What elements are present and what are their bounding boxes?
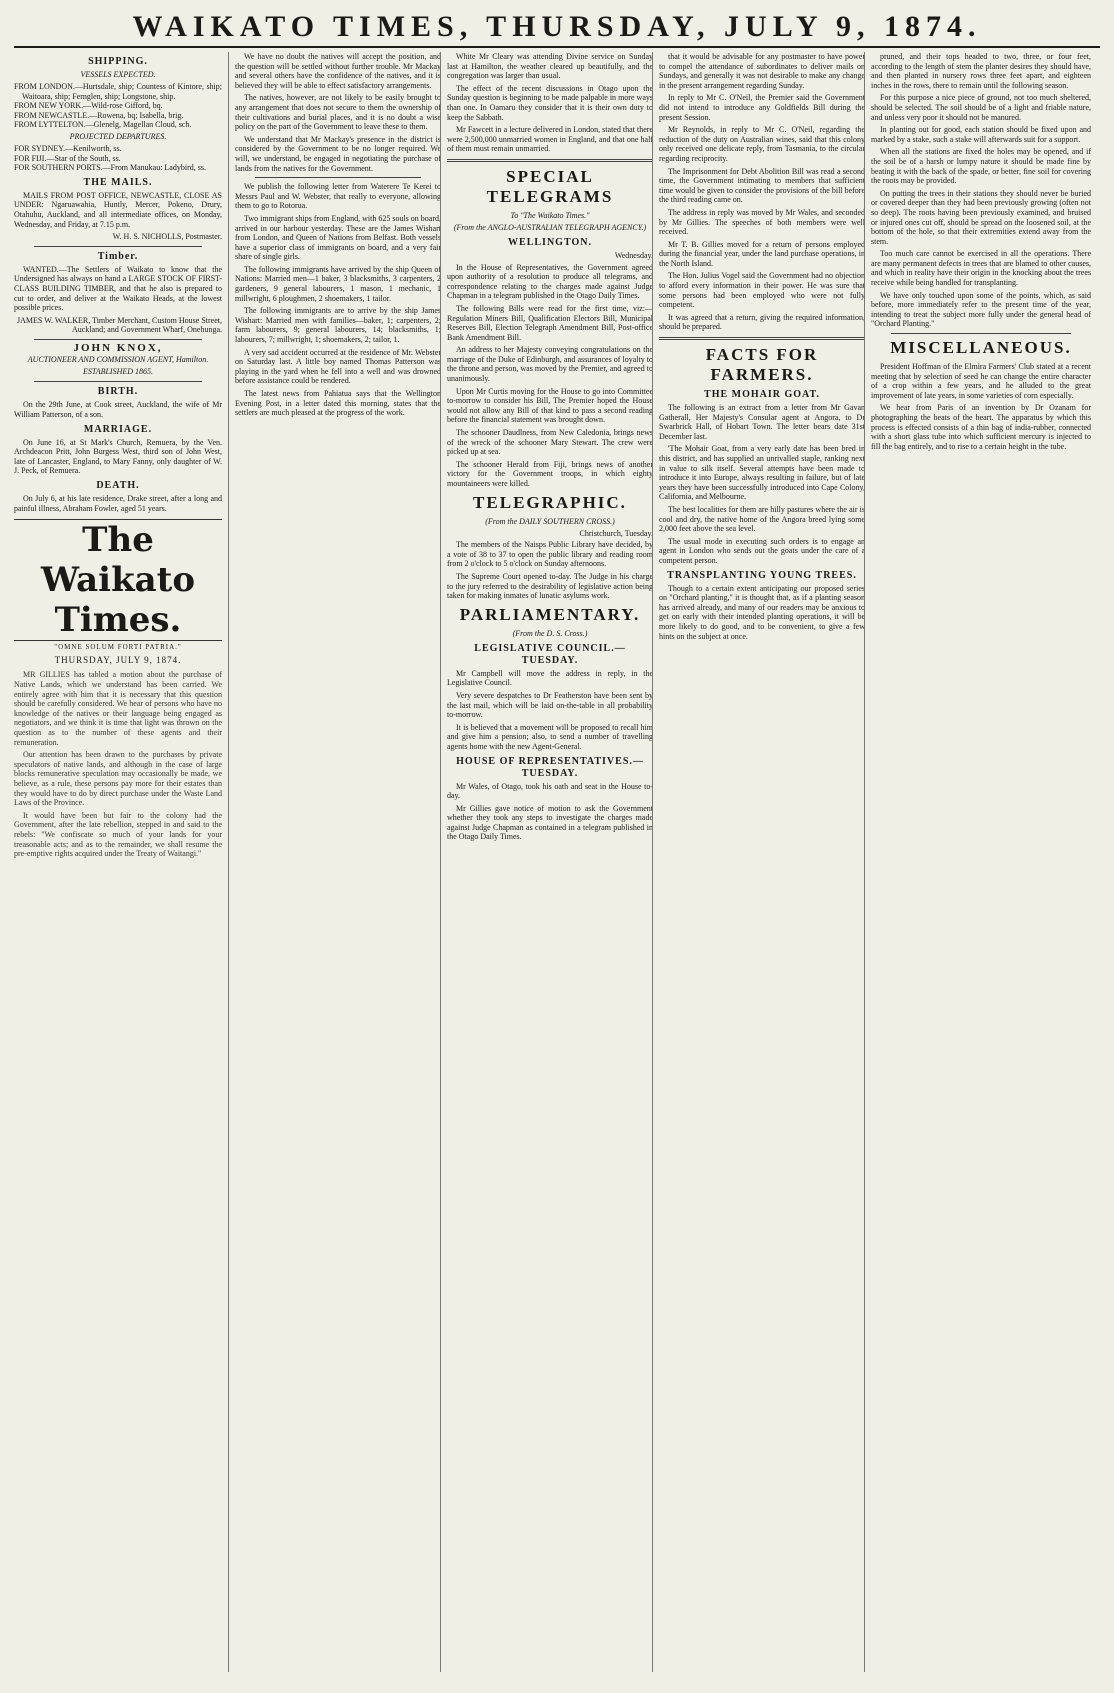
column-3: [440, 52, 659, 1672]
telegram-paragraph: In the House of Representatives, the Government agreed upon authority of a resolution to produce all telegrams, and correspondence relating to the charges made against Judge Chapman in a telegram published in the Otago Daily Times.: [447, 262, 653, 301]
column-1: [14, 52, 228, 1672]
telegram-paragraph: The schooner Daudlness, from New Caledonia, brings news of the wreck of the schooner Mary Stewart. The crew were picked up at sea.: [447, 428, 653, 457]
wellington-heading: WELLINGTON.: [508, 236, 592, 248]
misc-paragraph: We hear from Paris of an invention by Dr Ozanam for photographing the beats of the heart. The apparatus by which this process is effected consists of a thin bag of india-rubber, connected with a short glass tube into which sufficient mercury is injected to fill the bag entirely, and to rise to a certain height in the tube.: [871, 403, 1091, 451]
mohair-paragraph: The best localities for them are hilly pastures where the air is cool and dry, the native home of the Angora breed lying some 2,000 feet above the sea level.: [659, 504, 865, 534]
article-paragraph: The Hon. Julius Vogel said the Government had no objection to afford every information in their power. He was sure that some persons had been employed who were not fully competent.: [659, 271, 865, 310]
divider: [34, 339, 202, 340]
masthead: WAIKATO TIMES, THURSDAY, JULY 9, 1874.: [132, 10, 982, 43]
immigration-paragraph: The following immigrants are to arrive by the ship James Wishart: Married men with families—baker, 1; carpenters, 2; farm labourers, 9; general labourers, 14; blacksmiths, 1; labourers, 7; millwright, 1; shoemakers, 2; tailor, 1.: [235, 306, 441, 345]
article-paragraph: The effect of the recent discussions in Otago upon the Sunday question is beginning to be made palpable in more ways than one. In Oamaru they consider that it is their own duty to keep the Sabbath.: [447, 83, 653, 122]
divider: [891, 333, 1071, 334]
departures-heading: PROJECTED DEPARTURES.: [69, 131, 167, 141]
vessels-heading: VESSELS EXPECTED.: [80, 70, 156, 79]
knox-ad-established: ESTABLISHED 1865.: [82, 367, 154, 377]
leader-paragraph: Our attention has been drawn to the purchases by private speculators of native lands, and although in the case of large blocks remunerative speculation may occasionally be made, we believe, as a rule, these persons pay more for their estates than they would have to do by direct purchase under the Waste Land Laws of the Province.: [14, 750, 222, 808]
telegraphic-paragraph: The members of the Naisps Public Library have decided, by a vote of 38 to 37 to open the public library and reading room from 2 o'clock to 5 o'clock on Sunday afternoons.: [447, 540, 653, 569]
article-paragraph: For this purpose a nice piece of ground, not too much sheltered, should be selected. The soil should be of a light and friable nature, and unless very poor it should not be manured.: [871, 93, 1091, 122]
article-paragraph: It was agreed that a return, giving the required information, should be prepared.: [659, 312, 865, 332]
knox-ad-subtitle: AUCTIONEER AND COMMISSION AGENT, Hamilton.: [27, 355, 209, 365]
article-paragraph: pruned, and their tops headed to two, three, or four feet, according to the length of stem the planter desires they should have, and then planted in nursery rows three feet apart, and eighteen inches in the rows, there to remain until the following season.: [871, 52, 1091, 90]
article-paragraph: The Imprisonment for Debt Abolition Bill was read a second time, the Government intimating to members that sufficient time would be given to consider the provisions of the bill before the third reading came on.: [659, 166, 865, 205]
shipping-heading: SHIPPING.: [88, 56, 148, 67]
marriage-notice: On June 16, at St Mark's Church, Remuera, by the Ven. Archdeacon Pritt, John Burgess West, third son of John West, late of Lancaster, England, to Mary Fanny, only daughter of W. J. Peck, of Remuera.: [14, 437, 222, 476]
divider: [659, 337, 865, 340]
mohair-heading: THE MOHAIR GOAT.: [704, 389, 820, 401]
issue-dateline: THURSDAY, JULY 9, 1874.: [54, 654, 182, 665]
departure-item: FOR SYDNEY.—Kenilworth, ss.: [14, 143, 122, 153]
vessel-item: FROM LYTTELTON.—Glenelg, Magellan Cloud, sch.: [14, 120, 192, 130]
divider: [34, 246, 202, 247]
telegram-paragraph: Upon Mr Curtis moving for the House to go into Committee to-morrow to consider his Bill, The Premier hoped the House would not allow any Bill of that kind to pass a second reading before the financial statement was brought down.: [447, 386, 653, 425]
mails-signature: W. H. S. NICHOLLS, Postmaster.: [112, 232, 222, 242]
telegraph-agency: (From the ANGLO-AUSTRALIAN TELEGRAPH AGENCY.): [453, 222, 647, 232]
council-paragraph: It is believed that a movement will be proposed to recall him and give him a pension; also, to send a number of travelling agents home with the new Agent-General.: [447, 722, 653, 751]
article-paragraph: The natives, however, are not likely to be easily brought to any arrangement that does not secure to them the ownership of their cultivations and burial places, and it is no doubt a wise policy on the part of the Government to leave these to them.: [235, 93, 441, 132]
article-paragraph: We have no doubt the natives will accept the position, and the question will be settled without further trouble. Mr Mackay and several others have the confidence of the natives, and it is believed they will be able to effect satisfactory arrangements.: [235, 52, 441, 90]
news-paragraph: A very sad accident occurred at the residence of Mr. Webster on Saturday last. A little boy named Thomas Patterson was playing in the yard when he fell into a well and was drowned before assistance could be rendered.: [235, 347, 441, 386]
article-paragraph: that it would be advisable for any postmaster to have power to compel the attendance of subordinates to deliver mails on Sundays, and generally it was not desirable to make any change in the present arrangement regarding Sunday.: [659, 52, 865, 90]
departure-item: FOR FIJI.—Star of the South, ss.: [14, 153, 121, 163]
transplanting-paragraph: Though to a certain extent anticipating our proposed series on "Orchard planting," it is thought that, as if a planting season has arrived already, and many of our readers may be anxious to get on early with their intended planting operations, it will be more likely to do good, and to be convenient, to give a few hints on the subject at once.: [659, 583, 865, 641]
news-paragraph: The latest news from Pahiatua says that the Wellington Evening Post, in a letter dated this morning, states that the settlers are much pleased at the progress of the work.: [235, 389, 441, 418]
vessel-item: FROM LONDON.—Hurtsdale, ship; Countess of Kintore, ship; Waitoara, ship; Fernglen, ship; Longstone, ship.: [14, 82, 222, 101]
masthead-rule: [14, 46, 1100, 48]
article-paragraph: White Mr Cleary was attending Divine service on Sunday last at Hamilton, the weather cleared up beautifully, and the congregation was larger than usual.: [447, 52, 653, 81]
divider: [255, 177, 421, 178]
telegraphic-paragraph: The Supreme Court opened to-day. The Judge in his charge to the jury referred to the desirability of legislative action being taken for making inmates of lunatic asylums work.: [447, 571, 653, 601]
death-notice: On July 6, at his late residence, Drake street, after a long and painful illness, Abraham Fowler, aged 51 years.: [14, 494, 222, 513]
telegram-paragraph: The schooner Herald from Fiji, brings news of another victory for the Government troops, in which eighty mountaineers were killed.: [447, 459, 653, 488]
marriage-heading: MARRIAGE.: [83, 423, 153, 435]
immigration-paragraph: Two immigrant ships from England, with 625 souls on board, arrived in our harbour yesterday. These are the James Wishart from London, and Queen of Nations from Belfast. Both vessels have a superior class of immigrants on board, and a very fair share of single girls.: [235, 213, 441, 262]
council-paragraph: Very severe despatches to Dr Featherston have been sent by the last mail, which will be laid on-the-table in all probability to-morrow.: [447, 690, 653, 720]
special-telegrams-heading: SPECIAL TELEGRAMS: [486, 166, 614, 206]
birth-heading: BIRTH.: [97, 386, 139, 398]
divider: [447, 159, 653, 162]
mails-text: MAILS FROM POST OFFICE, NEWCASTLE, CLOSE AS UNDER: Ngaruawahia, Huntly, Mercer, Pokeno, Drury, Otahuhu, Auckland, and all intermediate offices, on Monday, Wednesday, and Friday, at 7.15 p.m.: [14, 190, 222, 229]
timber-ad-signature: JAMES W. WALKER, Timber Merchant, Custom House Street, Auckland; and Government Wharf, Onehunga.: [17, 315, 222, 335]
article-paragraph: Mr Reynolds, in reply to Mr C. O'Neil, regarding the reduction of the duty on Australian wines, said that this colony only received one delicate reply, from Tasmania, to the circular regarding reciprocity.: [659, 125, 865, 163]
death-heading: DEATH.: [96, 480, 140, 492]
columns: [14, 52, 1100, 1672]
telegraphic-heading: TELEGRAPHIC.: [473, 492, 627, 512]
column-4: [652, 52, 871, 1672]
council-paragraph: Mr Campbell will move the address in reply, in the Legislative Council.: [447, 668, 653, 688]
newspaper-nameplate: The Waikato Times.: [14, 519, 222, 641]
article-paragraph: The address in reply was moved by Mr Wales, and seconded by Mr Gillies. The speeches of both members were well received.: [659, 207, 865, 237]
timber-heading: Timber.: [97, 250, 139, 262]
council-heading: LEGISLATIVE COUNCIL.—TUESDAY.: [474, 642, 626, 666]
mails-heading: THE MAILS.: [83, 176, 153, 188]
article-paragraph: We understand that Mr Mackay's presence in the district is considered by the Government to be no longer required. We will, we understand, be engaged in negotiating the purchase of lands from the natives for the Government.: [235, 134, 441, 173]
mohair-paragraph: 'The Mohair Goat, from a very early date has been bred in this district, and has supplied an unrivalled staple, ranking next in value to silk itself. Several attempts have been made to introduce it into Europe, always resulting in failure, but of late years they have been successfully introduced into Cape Colony, California, and Melbourne.: [659, 444, 865, 502]
telegraphic-place: Christchurch, Tuesday.: [579, 528, 653, 538]
telegram-paragraph: The following Bills were read for the first time, viz:—Regulation Miners Bill, Qualification Electors Bill, Municipal Reserves Bill, Election Telegraph Amendment Bill, Post-office Bank Amendment Bill.: [447, 303, 653, 342]
article-paragraph: We have only touched upon some of the points, which, as said before, more immediately refer to the present time of the year, intending to treat the subject more fully under the general head of "Orchard Planting.": [871, 290, 1091, 329]
transplanting-heading: TRANSPLANTING YOUNG TREES.: [667, 569, 857, 581]
article-paragraph: Mr Fawcett in a lecture delivered in London, stated that there were 2,500,000 unmarried women in England, and that one half of them must remain unmarried.: [447, 125, 653, 154]
article-paragraph: When all the stations are fixed the holes may be opened, and if the soil be of a harsh or lumpy nature it should be made fine by beating it with the back of the spade, or better, fine soil for covering the roots may be provided.: [871, 147, 1091, 186]
column-2: [228, 52, 447, 1672]
house-heading: HOUSE OF REPRESENTATIVES.—TUESDAY.: [456, 755, 644, 779]
telegram-paragraph: An address to her Majesty conveying congratulations on the marriage of the Duke of Edinburgh, and assurances of loyalty to the throne and person, was moved by the Premier, and agreed to unanimously.: [447, 345, 653, 384]
article-paragraph: Mr T. B. Gillies moved for a return of persons employed during the financial year, under the land purchase operations, in the North Island.: [659, 239, 865, 268]
article-paragraph: On putting the trees in their stations they should never be buried or covered deeper than they had been previously growing (often not so deep). The roots having been previously examined, and bruised or injured ones cut off, should be spread on the loosened soil, at the bottom of the hole, so that their extremities extend away from the stem.: [871, 188, 1091, 246]
letter-intro: We publish the following letter from Waterere Te Kerei to Messrs Paul and W. Webster, that really to everyone, allowing them to go to Rotorua.: [235, 182, 441, 211]
article-paragraph: In reply to Mr C. O'Neil, the Premier said the Government did not intend to introduce any Goldfields Bill during the present Session.: [659, 93, 865, 122]
miscellaneous-heading: MISCELLANEOUS.: [890, 338, 1072, 358]
newspaper-motto: "OMNE SOLUM FORTI PATRIA.": [54, 643, 182, 652]
divider: [34, 381, 202, 382]
column-5: [864, 52, 1091, 1672]
vessel-item: FROM NEWCASTLE.—Rowena, bq; Isabella, brig.: [14, 110, 184, 120]
mohair-paragraph: The following is an extract from a letter from Mr Gavan Gatherall, Her Majesty's Consular agent at Angora, to Dr Swarbrick Hall, of Hobart Town. The letter bears date 31st December last.: [659, 403, 865, 441]
departure-item: FOR SOUTHERN PORTS.—From Manukau: Ladybird, ss.: [14, 163, 206, 173]
article-paragraph: Too much care cannot be exercised in all the operations. There are many permanent defects in trees that are blamed to other causes, and which in reality have their origin in the knocking about the trees receive while being handled for transplanting.: [871, 249, 1091, 288]
knox-ad-title: JOHN KNOX,: [73, 341, 163, 354]
telegraphic-source: (From the DAILY SOUTHERN CROSS.): [485, 516, 615, 526]
article-paragraph: In planting out for good, each station should be fixed upon and marked by a stake, such a stake will afterwards suit for a support.: [871, 125, 1091, 144]
birth-notice: On the 29th June, at Cook street, Auckland, the wife of Mr William Patterson, of a son.: [14, 400, 222, 420]
vessel-item: FROM NEW YORK.—Wild-rose Gifford, bq.: [14, 101, 163, 111]
timber-ad-text: WANTED.—The Settlers of Waikato to know that the Undersigned has always on hand a LARGE STOCK OF FIRST-CLASS BUILDING TIMBER, and that he also is prepared to cut to order, and deliver at the Waikato Heads, at the lowest possible prices.: [14, 264, 222, 313]
facts-for-farmers-heading: FACTS FOR FARMERS.: [705, 345, 819, 385]
misc-paragraph: President Hoffman of the Elmira Farmers' Club stated at a recent meeting that by selection of seed he can change the entire character of a crop within a few years, and he alluded to the great improvement of late years, in some varieties of corn especially.: [871, 362, 1091, 400]
special-telegrams-subtitle: To "The Waikato Times.": [510, 210, 590, 220]
house-paragraph: Mr Gillies gave notice of motion to ask the Government whether they took any steps to investigate the charges made against Judge Chapman as contained in a telegram published in the Otago Daily Times.: [447, 803, 653, 842]
parliamentary-heading: PARLIAMENTARY.: [459, 604, 641, 624]
immigration-paragraph: The following immigrants have arrived by the ship Queen of Nations: Married men—1 baker, 3 blacksmiths, 3 carpenters, 2 gardeners, 9 general labourers, 1 mason, 1 mechanic, 1 millwright, 6 ploughmen, 2 shoemakers, 1 tailor.: [235, 264, 441, 303]
leader-paragraph: MR GILLIES has tabled a motion about the purchase of Native Lands, which we understand has been carried. We entirely agree with him that it is necessary that this question should be carefully considered. We hear of persons who have no knowledge of the natives or their language being engaged as negotiators, and we think it is time that light was thrown on the question as to the number of these agents and their remuneration.: [14, 670, 222, 747]
house-paragraph: Mr Wales, of Otago, took his oath and seat in the House to-day.: [447, 781, 653, 801]
wellington-day: Wednesday.: [614, 250, 653, 260]
leader-paragraph: It would have been but fair to the colony had the Government, after the late rebellion, stepped in and said to the rebels: "We confiscate so much of your lands for your treasonable acts; and as to the remainder, we shall resume the pre-emptive rights acquired under the Treaty of Waitangi.": [14, 810, 222, 859]
mohair-paragraph: The usual mode in executing such orders is to engage an agent in London who sends out the goats under the care of a competent person.: [659, 536, 865, 565]
parliamentary-source: (From the D. S. Cross.): [512, 628, 588, 638]
